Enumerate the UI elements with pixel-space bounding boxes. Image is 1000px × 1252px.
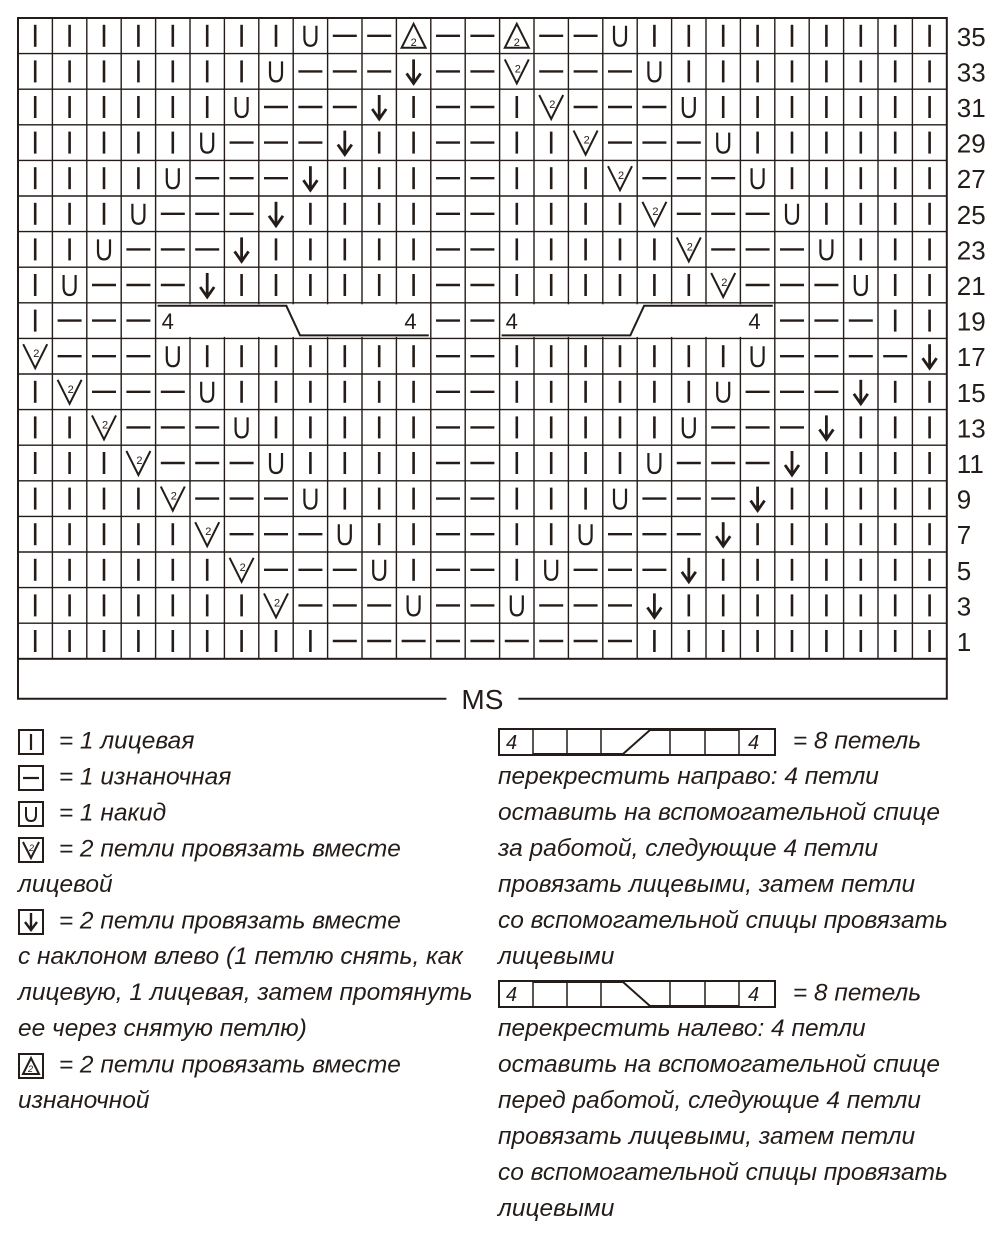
yarn-over-symbol — [717, 382, 729, 402]
yarn-over-symbol — [580, 524, 592, 544]
legend-cable-left-line3: перед работой, следующие 4 петли — [498, 1087, 921, 1114]
p2tog-digit: 2 — [410, 36, 417, 49]
yarn-over-symbol — [304, 489, 316, 509]
row-number: 11 — [956, 449, 984, 479]
yarn-over-symbol — [614, 489, 626, 509]
p2tog-digit: 2 — [513, 36, 520, 49]
svg-text:4: 4 — [506, 983, 518, 1006]
yarn-over-symbol — [408, 595, 420, 615]
legend-ssk-line4: ее через снятую петлю) — [18, 1015, 307, 1042]
knit-symbol-icon — [18, 729, 44, 755]
legend-purl — [18, 759, 231, 796]
row-number: 17 — [956, 342, 986, 373]
legend-p2tog-line2: изнаночной — [18, 1087, 150, 1114]
k2tog-digit: 2 — [170, 490, 177, 503]
ms-label: MS — [461, 683, 504, 715]
legend-cable-right-text: = 8 петель — [792, 727, 922, 755]
yarn-over-symbol — [304, 26, 316, 46]
legend-cable-left-line6: лицевыми — [498, 1195, 615, 1222]
legend-cable-left-line5: со вспомогательной спицы провязать — [498, 1159, 948, 1186]
row-number: 13 — [956, 413, 986, 444]
p2tog-symbol-icon — [18, 1053, 44, 1079]
yarn-over-symbol — [201, 133, 213, 153]
legend-ssk-line3: лицевую, 1 лицевая, затем протянуть — [18, 979, 473, 1006]
legend-purl-text: = 1 изнаночная — [58, 763, 232, 791]
legend-ssk — [18, 903, 401, 940]
yarn-over-symbol-icon — [18, 801, 44, 827]
legend-ssk-line2: с наклоном влево (1 петлю снять, как — [18, 943, 463, 970]
row-number: 15 — [956, 377, 986, 408]
yarn-over-symbol — [236, 417, 248, 437]
yarn-over-symbol — [270, 61, 282, 81]
cable-right-cross-icon — [498, 727, 778, 757]
cable-count-end: 4 — [748, 308, 761, 334]
svg-text:4: 4 — [506, 731, 518, 754]
yarn-over-symbol — [614, 26, 626, 46]
yarn-over-symbol — [236, 97, 248, 117]
k2tog-symbol-icon — [18, 837, 44, 863]
k2tog-digit: 2 — [136, 455, 143, 467]
yarn-over-symbol — [648, 61, 660, 81]
k2tog-digit: 2 — [239, 561, 246, 574]
k2tog-digit: 2 — [514, 63, 521, 76]
row-number: 35 — [956, 21, 986, 52]
svg-text:2: 2 — [29, 842, 35, 853]
k2tog-digit: 2 — [686, 241, 693, 254]
k2tog-digit: 2 — [33, 348, 40, 361]
legend-yo-text: = 1 накид — [58, 799, 167, 827]
legend-p2tog-text: = 2 петли провязать вместе — [58, 1051, 401, 1079]
yarn-over-symbol — [270, 453, 282, 473]
yarn-over-symbol — [64, 275, 76, 295]
k2tog-digit: 2 — [618, 170, 625, 183]
svg-text:4: 4 — [748, 731, 760, 754]
k2tog-digit: 2 — [652, 205, 659, 218]
svg-text:4: 4 — [748, 983, 760, 1006]
yarn-over-symbol — [373, 560, 385, 580]
row-number: 7 — [956, 520, 972, 551]
purl-symbol-icon — [18, 765, 44, 791]
legend-cable-right-line6: лицевыми — [498, 943, 615, 970]
row-number: 27 — [956, 164, 986, 195]
yarn-over-symbol — [98, 239, 110, 259]
yarn-over-symbol — [339, 524, 351, 544]
cable-count-end: 4 — [404, 308, 417, 334]
yarn-over-symbol — [683, 97, 695, 117]
yarn-over-symbol — [167, 346, 179, 366]
row-number: 31 — [956, 93, 986, 123]
yarn-over-symbol — [545, 560, 557, 580]
cable-count-start: 4 — [505, 308, 518, 334]
legend-cable-right-line4: провязать лицевыми, затем петли — [498, 871, 916, 898]
yarn-over-symbol — [683, 417, 695, 437]
row-number: 19 — [956, 306, 986, 337]
yarn-over-symbol — [511, 595, 523, 615]
k2tog-digit: 2 — [67, 383, 74, 396]
yarn-over-symbol — [855, 275, 867, 295]
yarn-over-symbol — [717, 133, 729, 153]
k2tog-digit: 2 — [205, 526, 212, 539]
legend-p2tog — [18, 1047, 401, 1084]
legend-cable-right-line5: со вспомогательной спицы провязать — [498, 907, 948, 934]
legend-cable-right-line2: оставить на вспомогательной спице — [498, 799, 940, 826]
row-number: 3 — [956, 591, 972, 622]
legend-cable-right-line3: за работой, следующие 4 петли — [498, 835, 879, 862]
row-number: 23 — [956, 235, 986, 266]
cable-count-start: 4 — [161, 308, 174, 334]
k2tog-digit: 2 — [102, 419, 109, 432]
row-number: 33 — [956, 57, 986, 88]
legend-knit — [18, 723, 194, 760]
legend-yo — [18, 795, 166, 832]
yarn-over-symbol — [132, 204, 144, 224]
legend-knit-text: = 1 лицевая — [58, 727, 195, 755]
row-number: 1 — [956, 627, 972, 657]
row-number: 5 — [956, 555, 972, 586]
yarn-over-symbol — [167, 168, 179, 188]
k2tog-digit: 2 — [549, 99, 556, 111]
row-number: 29 — [956, 128, 986, 159]
yarn-over-symbol — [752, 346, 764, 366]
yarn-over-symbol — [648, 453, 660, 473]
svg-text:2: 2 — [28, 1063, 34, 1074]
legend-cable-left-text: = 8 петель — [792, 979, 922, 1007]
legend-k2tog — [18, 831, 401, 868]
legend-ssk-text: = 2 петли провязать вместе — [58, 907, 401, 935]
legend-cable-left-line4: провязать лицевыми, затем петли — [498, 1123, 916, 1150]
cable-left-cross-icon — [498, 979, 778, 1009]
yarn-over-symbol — [786, 204, 798, 224]
legend-k2tog-line2: лицевой — [18, 871, 113, 898]
k2tog-digit: 2 — [274, 597, 281, 610]
legend-cable-left-line2: оставить на вспомогательной спице — [498, 1051, 940, 1078]
legend-cable-left — [498, 975, 921, 1012]
row-number: 25 — [956, 199, 986, 230]
yarn-over-symbol — [201, 382, 213, 402]
row-number: 21 — [956, 271, 986, 301]
yarn-over-symbol — [752, 168, 764, 188]
legend-k2tog-text: = 2 петли провязать вместе — [58, 835, 401, 863]
row-number: 9 — [956, 484, 972, 515]
legend-cable-left-line1: перекрестить налево: 4 петли — [498, 1015, 866, 1042]
yarn-over-symbol — [820, 239, 832, 259]
k2tog-digit: 2 — [721, 277, 728, 289]
k2tog-digit: 2 — [583, 134, 590, 147]
legend-cable-right — [498, 723, 921, 760]
legend-cable-right-line1: перекрестить направо: 4 петли — [498, 763, 879, 790]
ssk-symbol-icon — [18, 909, 44, 935]
